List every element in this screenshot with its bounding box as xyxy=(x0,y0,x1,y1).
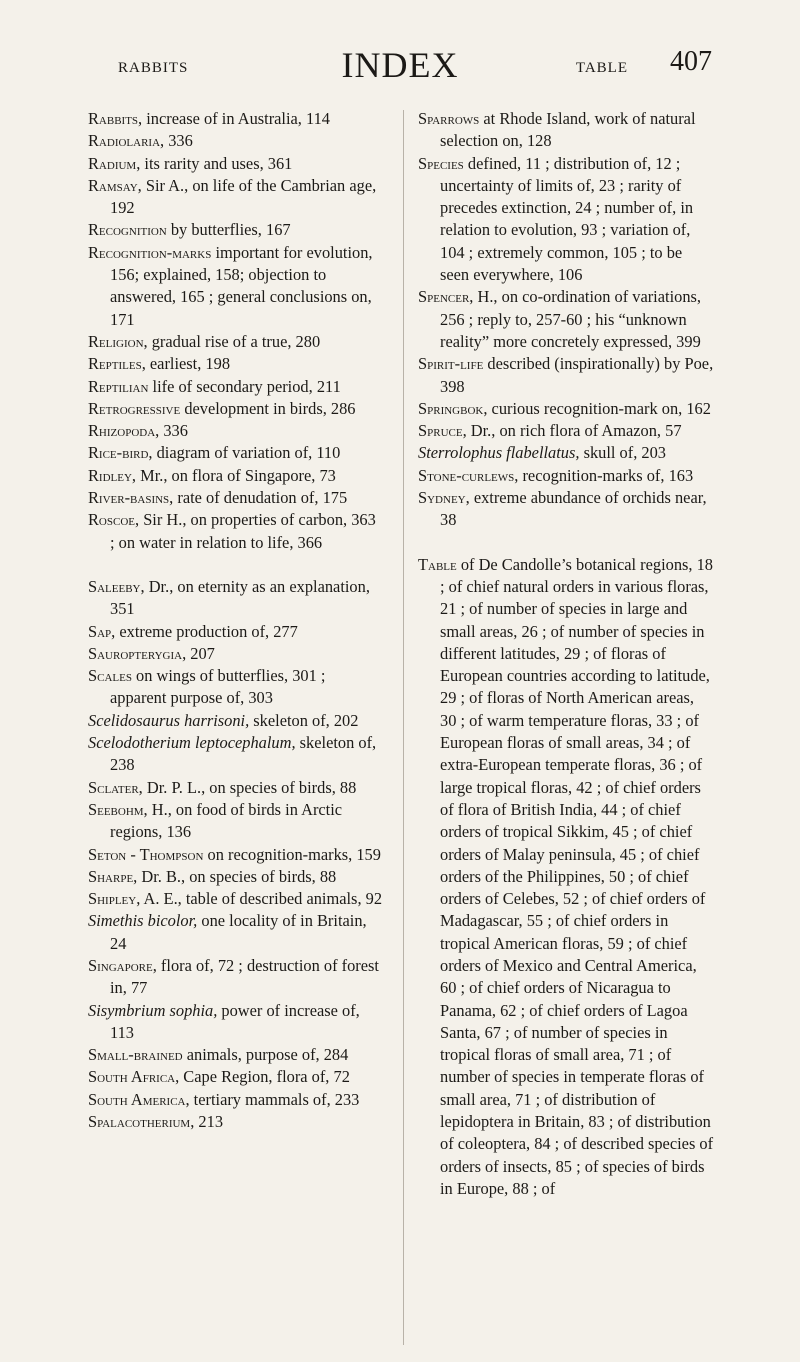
entry-headword: Singapore, xyxy=(88,955,157,975)
entry-text: defined, 11 ; distribution of, 12 ; uncertainty of limits of, 23 ; rarity of precedes extinction, 24 ; number of, in relation to evolution, 93 ; variation of, 104 ; extremely common, 105 ; to be seen everywhere, 106 xyxy=(440,153,694,285)
entry-text: Dr. P. L., on species of birds, 88 xyxy=(142,777,357,797)
entry-headword: Rabbits, xyxy=(88,109,143,128)
entry-headword: Sydney, xyxy=(418,488,470,508)
index-entry xyxy=(418,465,714,487)
index-entry xyxy=(88,465,383,487)
index-entry xyxy=(418,353,714,398)
entry-headword: South Africa, xyxy=(88,1067,180,1087)
entry-headword: Spencer, xyxy=(418,287,474,307)
entry-headword: Scales xyxy=(88,666,132,686)
page-header xyxy=(88,40,712,90)
entry-text: Dr., on rich flora of Amazon, 57 xyxy=(466,421,682,441)
entry-text: by butterflies, 167 xyxy=(166,220,291,240)
entry-headword: Spruce, xyxy=(418,421,467,441)
entry-headword: South America, xyxy=(88,1089,190,1109)
index-entry xyxy=(88,777,383,799)
index-entry xyxy=(88,888,383,910)
entry-headword: Rhizopoda, xyxy=(88,421,160,441)
index-entry xyxy=(88,955,383,1000)
entry-headword: River-basins, xyxy=(88,488,174,508)
entry-text: 213 xyxy=(194,1112,224,1132)
index-entry xyxy=(418,442,714,464)
entry-text: rate of denudation of, 175 xyxy=(173,488,348,508)
index-entry xyxy=(88,1089,383,1111)
entry-text: Sir H., on properties of carbon, 363 ; on water in relation to life, 366 xyxy=(110,510,376,552)
section-gap xyxy=(418,532,714,554)
entry-text: at Rhode Island, work of natural selection on, 128 xyxy=(440,109,696,151)
page-title: INDEX xyxy=(341,45,459,85)
entry-headword: Retrogressive xyxy=(88,398,181,418)
index-column-left xyxy=(88,108,383,1133)
entry-text: A. E., table of described animals, 92 xyxy=(140,889,383,909)
entry-text: extreme production of, 277 xyxy=(115,621,298,641)
section-gap xyxy=(88,554,383,576)
index-entry xyxy=(88,665,383,710)
entry-headword: Sap, xyxy=(88,621,116,641)
entry-taxon-name: Sisymbrium sophia, xyxy=(88,1000,218,1020)
entry-text: flora of, 72 ; destruction of forest in, 77 xyxy=(110,955,379,998)
entry-text: animals, purpose of, 284 xyxy=(182,1045,349,1065)
entry-headword: Roscoe, xyxy=(88,510,140,530)
entry-taxon-name: Scelidosaurus harrisoni, xyxy=(88,710,250,730)
entry-text: one locality of in Britain, 24 xyxy=(110,911,367,953)
index-entry xyxy=(88,1111,383,1133)
entry-text: of De Candolle’s botanical regions, 18 ; of chief natural orders in various floras, 21 ; of number of species in large and small areas, 26 ; of number of species in different latitudes, 29 ; of floras of European countries according to latitude, 29 ; of floras of North American areas, 30 ; of warm temperature floras, 33 ; of European floras of small areas, 34 ; of extra-European temperate floras, 36 ; of large tropical floras, 42 ; of chief orders of flora of British India, 44 ; of chief orders of tropical Sikkim, 45 ; of chief orders of Malay peninsula, 45 ; of chief orders of the Philippines, 50 ; of chief orders of Celebes, 52 ; of chief orders of Madagascar, 55 ; of chief orders in tropical American floras, 59 ; of chief orders of Mexico and Central America, 60 ; of chief orders of Nicaragua to Panama, 62 ; of chief orders of Lagoa Santa, 67 ; of number of species in tropical floras of small area, 71 ; of number of species in temperate floras of small area, 71 ; of distribution of lepidoptera in Britain, 83 ; of distribution of coleoptera, 84 ; of described species of orders of insects, 85 ; of species of birds in Europe, 88 ; of xyxy=(440,554,714,1198)
index-entry xyxy=(418,286,714,353)
entry-text: Mr., on flora of Singapore, 73 xyxy=(136,465,336,485)
entry-text: curious recognition-mark on, 162 xyxy=(487,398,711,418)
entry-headword: Sauropterygia, xyxy=(88,643,187,663)
index-entry xyxy=(88,398,383,420)
index-column-right xyxy=(418,108,714,1200)
entry-text: important for evolution, 156; explained, 158; objection to answered, 165 ; general conclusions on, 171 xyxy=(110,242,373,329)
entry-text: 336 xyxy=(159,421,188,441)
entry-headword: Reptiles, xyxy=(88,354,146,374)
index-entry xyxy=(88,442,383,464)
entry-text: 207 xyxy=(186,643,215,663)
entry-headword: Ramsay, xyxy=(88,175,142,195)
index-entry xyxy=(88,576,383,621)
entry-headword: Ridley, xyxy=(88,465,137,485)
entry-text: development in birds, 286 xyxy=(180,398,356,418)
index-entry xyxy=(418,420,714,442)
entry-headword: Rice-bird, xyxy=(88,443,153,463)
entry-text: 336 xyxy=(164,131,193,151)
entry-text: skeleton of, 202 xyxy=(249,710,359,730)
running-head-left: RABBITS xyxy=(118,60,189,76)
entry-taxon-name: Simethis bicolor, xyxy=(88,911,198,931)
index-entry xyxy=(88,1044,383,1066)
entry-headword: Radium, xyxy=(88,153,141,173)
index-entry xyxy=(88,487,383,509)
entry-headword: Saleeby, xyxy=(88,576,145,596)
entry-text: described (inspirationally) by Poe, 398 xyxy=(440,354,714,396)
entry-text: H., on food of birds in Arctic regions, 136 xyxy=(110,799,343,842)
index-entry xyxy=(88,108,383,130)
entry-text: skeleton of, 238 xyxy=(110,733,377,775)
index-entry xyxy=(88,732,383,777)
index-entry xyxy=(88,130,383,152)
index-entry xyxy=(88,1000,383,1045)
index-entry xyxy=(88,376,383,398)
entry-text: earliest, 198 xyxy=(145,354,231,374)
entry-headword: Small-brained xyxy=(88,1045,183,1065)
entry-text: recognition-marks of, 163 xyxy=(518,465,694,485)
entry-headword: Spirit-life xyxy=(418,354,484,374)
index-entry xyxy=(418,108,714,153)
entry-headword: Sclater, xyxy=(88,777,143,797)
entry-headword: Sharpe, xyxy=(88,866,138,886)
index-entry xyxy=(88,844,383,866)
running-head-right: TABLE xyxy=(575,60,628,76)
entry-text: gradual rise of a true, 280 xyxy=(147,331,321,351)
index-entry xyxy=(418,398,714,420)
entry-headword: Recognition xyxy=(88,220,167,240)
column-divider xyxy=(403,110,404,1345)
index-entry xyxy=(418,487,714,532)
entry-headword: Seton - Thompson xyxy=(88,844,204,864)
entry-headword: Spalacotherium, xyxy=(88,1112,195,1132)
index-entry xyxy=(88,866,383,888)
index-entry xyxy=(88,153,383,175)
entry-text: life of secondary period, 211 xyxy=(148,376,341,396)
index-entry xyxy=(88,353,383,375)
entry-text: Sir A., on life of the Cambrian age, 192 xyxy=(110,175,377,218)
entry-headword: Species xyxy=(418,153,464,173)
entry-taxon-name: Scelodotherium leptocephalum, xyxy=(88,733,296,753)
entry-text: diagram of variation of, 110 xyxy=(152,443,341,463)
entry-headword: Springbok, xyxy=(418,398,488,418)
entry-headword: Sparrows xyxy=(418,109,480,128)
entry-text: H., on co-ordination of variations, 256 ; reply to, 257-60 ; his “unknown reality” more concretely expressed, 399 xyxy=(440,287,701,351)
entry-text: Dr. B., on species of birds, 88 xyxy=(137,866,337,886)
entry-text: on recognition-marks, 159 xyxy=(203,844,381,864)
entry-taxon-name: Sterrolophus flabellatus, xyxy=(418,443,580,463)
entry-headword: Seebohm, xyxy=(88,799,148,819)
entry-headword: Reptilian xyxy=(88,376,149,396)
entry-headword: Religion, xyxy=(88,331,148,351)
entry-headword: Table xyxy=(418,554,457,574)
index-entry xyxy=(88,910,383,955)
index-entry xyxy=(88,799,383,844)
index-entry xyxy=(88,219,383,241)
entry-text: on wings of butterflies, 301 ; apparent purpose of, 303 xyxy=(110,666,326,708)
entry-headword: Shipley, xyxy=(88,889,141,909)
entry-text: tertiary mammals of, 233 xyxy=(189,1089,360,1109)
index-entry xyxy=(88,420,383,442)
index-entry xyxy=(418,554,714,1201)
entry-text: increase of in Australia, 114 xyxy=(142,109,330,128)
index-entry xyxy=(88,1066,383,1088)
index-entry xyxy=(88,710,383,732)
index-entry xyxy=(88,242,383,331)
index-entry xyxy=(88,331,383,353)
entry-headword: Stone-curlews, xyxy=(418,465,519,485)
entry-text: extreme abundance of orchids near, 38 xyxy=(440,488,707,530)
entry-text: power of increase of, 113 xyxy=(110,1000,360,1042)
index-entry xyxy=(88,621,383,643)
entry-text: its rarity and uses, 361 xyxy=(140,153,293,173)
index-entry xyxy=(88,509,383,554)
entry-text: Dr., on eternity as an explanation, 351 xyxy=(110,576,370,619)
entry-headword: Radiolaria, xyxy=(88,131,165,151)
index-entry xyxy=(88,175,383,220)
index-entry xyxy=(418,153,714,287)
entry-text: Cape Region, flora of, 72 xyxy=(179,1067,350,1087)
entry-text: skull of, 203 xyxy=(579,443,666,463)
page-number: 407 xyxy=(670,46,712,77)
entry-headword: Recognition-marks xyxy=(88,242,212,262)
index-entry xyxy=(88,643,383,665)
